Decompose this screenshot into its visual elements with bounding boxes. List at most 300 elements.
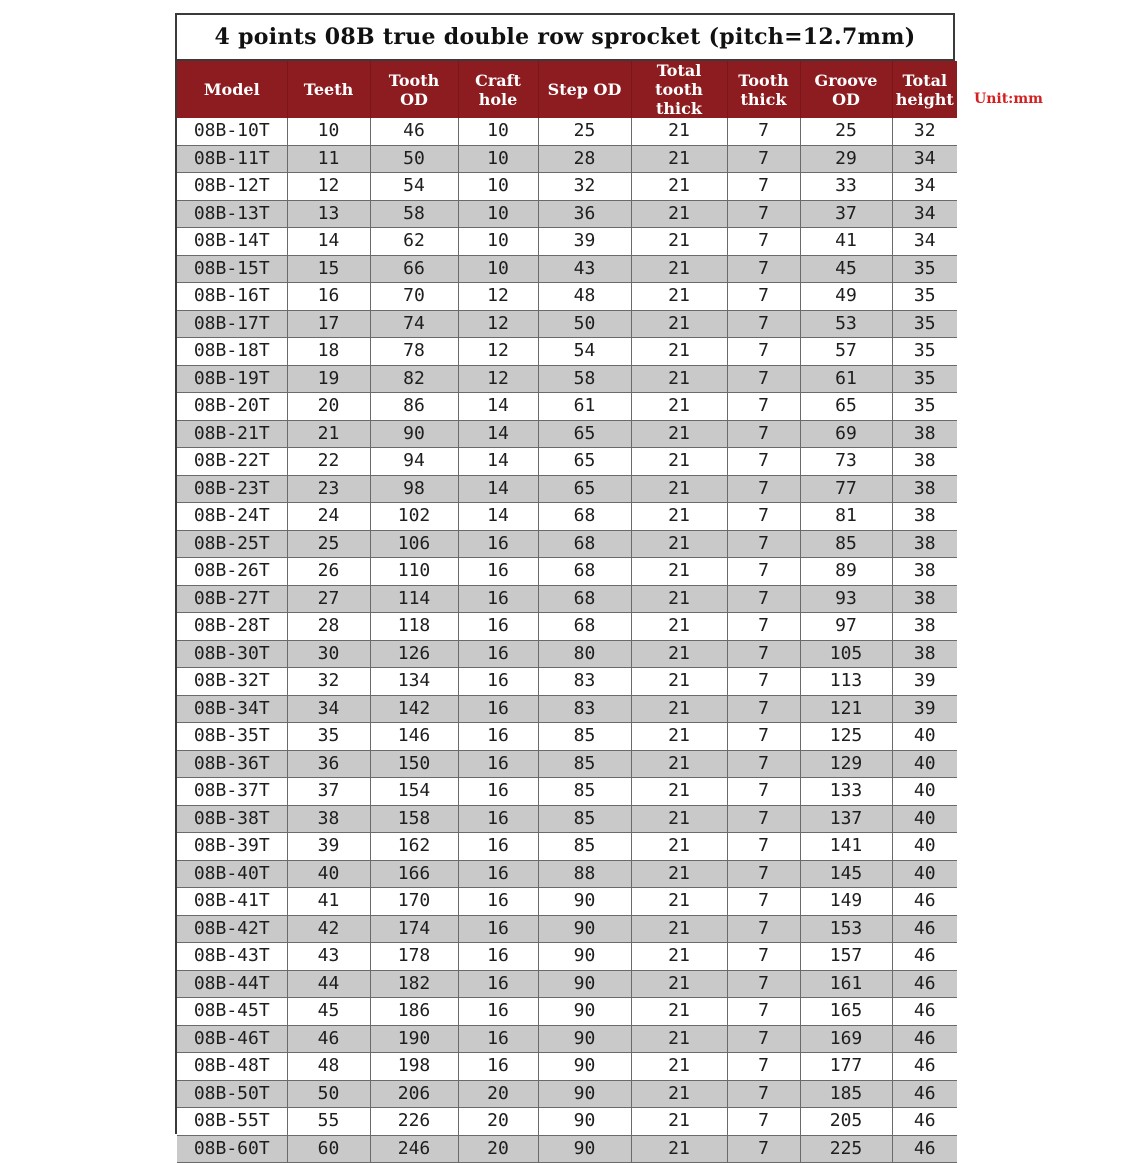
table-cell: 21 xyxy=(287,420,370,448)
table-cell: 21 xyxy=(631,1108,727,1136)
table-cell: 21 xyxy=(631,530,727,558)
table-cell: 7 xyxy=(727,393,800,421)
table-row xyxy=(177,695,957,723)
table-cell: 90 xyxy=(538,888,631,916)
table-cell: 21 xyxy=(631,448,727,476)
table-cell: 7 xyxy=(727,173,800,201)
table-cell: 141 xyxy=(800,833,892,861)
table-cell: 38 xyxy=(892,530,957,558)
table-cell: 7 xyxy=(727,1108,800,1136)
table-cell: 08B-44T xyxy=(177,970,287,998)
header-row xyxy=(177,61,957,118)
table-row xyxy=(177,338,957,366)
table-cell: 90 xyxy=(538,1080,631,1108)
table-cell: 40 xyxy=(892,750,957,778)
table-cell: 121 xyxy=(800,695,892,723)
table-row xyxy=(177,475,957,503)
table-cell: 08B-43T xyxy=(177,943,287,971)
table-cell: 16 xyxy=(458,860,538,888)
table-cell: 26 xyxy=(287,558,370,586)
table-row xyxy=(177,310,957,338)
table-cell: 16 xyxy=(458,998,538,1026)
table-cell: 85 xyxy=(538,723,631,751)
table-cell: 21 xyxy=(631,970,727,998)
spec-table xyxy=(177,61,957,1163)
table-cell: 08B-18T xyxy=(177,338,287,366)
table-cell: 46 xyxy=(892,943,957,971)
table-cell: 21 xyxy=(631,255,727,283)
table-cell: 177 xyxy=(800,1053,892,1081)
table-cell: 182 xyxy=(370,970,458,998)
table-cell: 161 xyxy=(800,970,892,998)
table-cell: 7 xyxy=(727,585,800,613)
table-cell: 65 xyxy=(800,393,892,421)
table-cell: 40 xyxy=(892,778,957,806)
table-row xyxy=(177,1025,957,1053)
table-cell: 08B-38T xyxy=(177,805,287,833)
table-row xyxy=(177,448,957,476)
table-cell: 90 xyxy=(538,970,631,998)
table-cell: 129 xyxy=(800,750,892,778)
table-cell: 89 xyxy=(800,558,892,586)
table-title: 4 points 08B true double row sprocket (pitch=12.7mm) xyxy=(177,15,953,61)
table-cell: 86 xyxy=(370,393,458,421)
table-cell: 21 xyxy=(631,943,727,971)
table-cell: 83 xyxy=(538,695,631,723)
table-cell: 21 xyxy=(631,1025,727,1053)
table-cell: 80 xyxy=(538,640,631,668)
table-cell: 16 xyxy=(458,530,538,558)
table-cell: 21 xyxy=(631,805,727,833)
table-cell: 7 xyxy=(727,420,800,448)
table-cell: 68 xyxy=(538,530,631,558)
table-cell: 08B-34T xyxy=(177,695,287,723)
table-cell: 50 xyxy=(370,145,458,173)
table-cell: 10 xyxy=(458,145,538,173)
table-cell: 150 xyxy=(370,750,458,778)
table-cell: 205 xyxy=(800,1108,892,1136)
table-cell: 21 xyxy=(631,695,727,723)
table-cell: 21 xyxy=(631,778,727,806)
column-header: Model xyxy=(177,61,287,118)
table-cell: 23 xyxy=(287,475,370,503)
table-cell: 7 xyxy=(727,558,800,586)
table-cell: 16 xyxy=(458,805,538,833)
table-row xyxy=(177,750,957,778)
table-cell: 12 xyxy=(458,310,538,338)
table-cell: 16 xyxy=(458,888,538,916)
table-cell: 21 xyxy=(631,668,727,696)
table-cell: 35 xyxy=(892,393,957,421)
table-row xyxy=(177,1080,957,1108)
table-cell: 25 xyxy=(287,530,370,558)
table-cell: 21 xyxy=(631,860,727,888)
table-cell: 77 xyxy=(800,475,892,503)
table-cell: 16 xyxy=(458,750,538,778)
table-cell: 162 xyxy=(370,833,458,861)
table-cell: 170 xyxy=(370,888,458,916)
table-cell: 28 xyxy=(287,613,370,641)
table-cell: 08B-25T xyxy=(177,530,287,558)
table-cell: 22 xyxy=(287,448,370,476)
table-cell: 7 xyxy=(727,448,800,476)
table-cell: 40 xyxy=(892,860,957,888)
table-cell: 7 xyxy=(727,228,800,256)
table-cell: 08B-22T xyxy=(177,448,287,476)
table-row xyxy=(177,503,957,531)
table-row xyxy=(177,393,957,421)
table-cell: 7 xyxy=(727,970,800,998)
table-cell: 39 xyxy=(287,833,370,861)
table-row xyxy=(177,283,957,311)
table-cell: 45 xyxy=(800,255,892,283)
table-cell: 21 xyxy=(631,173,727,201)
table-cell: 41 xyxy=(800,228,892,256)
table-cell: 39 xyxy=(892,695,957,723)
table-row xyxy=(177,640,957,668)
table-cell: 35 xyxy=(892,338,957,366)
table-row xyxy=(177,228,957,256)
table-cell: 46 xyxy=(892,1135,957,1163)
table-cell: 27 xyxy=(287,585,370,613)
table-cell: 08B-40T xyxy=(177,860,287,888)
table-cell: 21 xyxy=(631,888,727,916)
table-cell: 14 xyxy=(458,475,538,503)
table-cell: 21 xyxy=(631,640,727,668)
table-row xyxy=(177,998,957,1026)
table-cell: 08B-45T xyxy=(177,998,287,1026)
table-row xyxy=(177,530,957,558)
table-cell: 50 xyxy=(287,1080,370,1108)
table-cell: 7 xyxy=(727,695,800,723)
table-cell: 10 xyxy=(458,173,538,201)
table-cell: 08B-42T xyxy=(177,915,287,943)
table-cell: 85 xyxy=(538,778,631,806)
table-cell: 08B-20T xyxy=(177,393,287,421)
table-cell: 08B-26T xyxy=(177,558,287,586)
table-cell: 21 xyxy=(631,558,727,586)
table-cell: 10 xyxy=(458,255,538,283)
table-cell: 08B-24T xyxy=(177,503,287,531)
table-cell: 48 xyxy=(287,1053,370,1081)
table-cell: 7 xyxy=(727,365,800,393)
table-cell: 21 xyxy=(631,338,727,366)
table-cell: 16 xyxy=(458,778,538,806)
table-cell: 14 xyxy=(458,420,538,448)
table-cell: 12 xyxy=(458,283,538,311)
table-cell: 10 xyxy=(458,200,538,228)
table-cell: 08B-60T xyxy=(177,1135,287,1163)
table-cell: 82 xyxy=(370,365,458,393)
table-cell: 94 xyxy=(370,448,458,476)
table-cell: 20 xyxy=(458,1108,538,1136)
table-cell: 106 xyxy=(370,530,458,558)
table-cell: 69 xyxy=(800,420,892,448)
table-cell: 174 xyxy=(370,915,458,943)
table-cell: 206 xyxy=(370,1080,458,1108)
table-row xyxy=(177,420,957,448)
table-cell: 43 xyxy=(538,255,631,283)
table-cell: 46 xyxy=(287,1025,370,1053)
table-cell: 21 xyxy=(631,200,727,228)
table-cell: 17 xyxy=(287,310,370,338)
column-header: Tooth OD xyxy=(370,61,458,118)
table-cell: 38 xyxy=(892,640,957,668)
table-cell: 90 xyxy=(538,1108,631,1136)
table-cell: 28 xyxy=(538,145,631,173)
table-cell: 39 xyxy=(538,228,631,256)
table-cell: 21 xyxy=(631,585,727,613)
column-header: Groove OD xyxy=(800,61,892,118)
table-cell: 11 xyxy=(287,145,370,173)
table-cell: 78 xyxy=(370,338,458,366)
table-cell: 21 xyxy=(631,118,727,145)
table-row xyxy=(177,200,957,228)
table-cell: 21 xyxy=(631,1080,727,1108)
table-cell: 21 xyxy=(631,393,727,421)
table-row xyxy=(177,118,957,145)
table-cell: 7 xyxy=(727,778,800,806)
table-cell: 08B-36T xyxy=(177,750,287,778)
table-cell: 08B-21T xyxy=(177,420,287,448)
table-cell: 08B-39T xyxy=(177,833,287,861)
table-cell: 55 xyxy=(287,1108,370,1136)
table-cell: 32 xyxy=(538,173,631,201)
table-cell: 7 xyxy=(727,1135,800,1163)
table-cell: 7 xyxy=(727,613,800,641)
table-cell: 105 xyxy=(800,640,892,668)
table-cell: 38 xyxy=(892,585,957,613)
table-cell: 36 xyxy=(538,200,631,228)
table-cell: 08B-50T xyxy=(177,1080,287,1108)
table-cell: 40 xyxy=(892,723,957,751)
table-cell: 7 xyxy=(727,805,800,833)
table-cell: 46 xyxy=(892,970,957,998)
table-cell: 35 xyxy=(892,255,957,283)
table-cell: 10 xyxy=(458,118,538,145)
table-cell: 7 xyxy=(727,503,800,531)
table-cell: 157 xyxy=(800,943,892,971)
table-cell: 38 xyxy=(892,420,957,448)
table-cell: 08B-37T xyxy=(177,778,287,806)
table-cell: 35 xyxy=(892,283,957,311)
table-cell: 08B-11T xyxy=(177,145,287,173)
table-cell: 38 xyxy=(892,448,957,476)
table-cell: 16 xyxy=(458,585,538,613)
table-cell: 7 xyxy=(727,200,800,228)
table-cell: 88 xyxy=(538,860,631,888)
table-cell: 41 xyxy=(287,888,370,916)
table-cell: 7 xyxy=(727,283,800,311)
table-cell: 46 xyxy=(892,1025,957,1053)
table-cell: 21 xyxy=(631,310,727,338)
table-cell: 46 xyxy=(892,888,957,916)
table-cell: 85 xyxy=(538,833,631,861)
table-row xyxy=(177,778,957,806)
table-cell: 85 xyxy=(538,750,631,778)
table-cell: 113 xyxy=(800,668,892,696)
table-cell: 08B-16T xyxy=(177,283,287,311)
table-row xyxy=(177,668,957,696)
table-cell: 08B-28T xyxy=(177,613,287,641)
table-cell: 08B-55T xyxy=(177,1108,287,1136)
table-cell: 16 xyxy=(458,723,538,751)
table-cell: 7 xyxy=(727,915,800,943)
table-cell: 154 xyxy=(370,778,458,806)
unit-label: Unit:mm xyxy=(974,91,1043,107)
table-cell: 110 xyxy=(370,558,458,586)
table-cell: 36 xyxy=(287,750,370,778)
table-cell: 35 xyxy=(892,365,957,393)
table-cell: 38 xyxy=(892,475,957,503)
table-cell: 93 xyxy=(800,585,892,613)
table-cell: 21 xyxy=(631,145,727,173)
table-row xyxy=(177,1108,957,1136)
table-cell: 21 xyxy=(631,613,727,641)
table-cell: 7 xyxy=(727,640,800,668)
table-cell: 153 xyxy=(800,915,892,943)
table-cell: 7 xyxy=(727,1080,800,1108)
table-cell: 97 xyxy=(800,613,892,641)
table-cell: 90 xyxy=(538,1053,631,1081)
table-cell: 16 xyxy=(458,558,538,586)
table-cell: 34 xyxy=(892,228,957,256)
table-cell: 7 xyxy=(727,145,800,173)
table-cell: 166 xyxy=(370,860,458,888)
table-cell: 08B-10T xyxy=(177,118,287,145)
table-cell: 38 xyxy=(892,503,957,531)
table-cell: 178 xyxy=(370,943,458,971)
table-cell: 158 xyxy=(370,805,458,833)
table-cell: 7 xyxy=(727,723,800,751)
table-cell: 19 xyxy=(287,365,370,393)
table-cell: 34 xyxy=(892,200,957,228)
table-cell: 08B-41T xyxy=(177,888,287,916)
table-cell: 57 xyxy=(800,338,892,366)
table-cell: 16 xyxy=(458,668,538,696)
table-cell: 145 xyxy=(800,860,892,888)
table-cell: 25 xyxy=(800,118,892,145)
table-cell: 46 xyxy=(892,1053,957,1081)
table-row xyxy=(177,255,957,283)
table-cell: 7 xyxy=(727,118,800,145)
table-cell: 74 xyxy=(370,310,458,338)
table-row xyxy=(177,970,957,998)
table-cell: 49 xyxy=(800,283,892,311)
table-cell: 29 xyxy=(800,145,892,173)
table-cell: 7 xyxy=(727,1053,800,1081)
column-header: Step OD xyxy=(538,61,631,118)
table-cell: 58 xyxy=(538,365,631,393)
table-cell: 21 xyxy=(631,915,727,943)
table-header xyxy=(177,61,957,118)
table-cell: 61 xyxy=(538,393,631,421)
table-cell: 190 xyxy=(370,1025,458,1053)
table-cell: 16 xyxy=(458,1025,538,1053)
table-cell: 08B-19T xyxy=(177,365,287,393)
table-cell: 185 xyxy=(800,1080,892,1108)
table-cell: 10 xyxy=(287,118,370,145)
table-cell: 12 xyxy=(458,338,538,366)
table-row xyxy=(177,943,957,971)
table-cell: 7 xyxy=(727,750,800,778)
table-cell: 32 xyxy=(892,118,957,145)
table-cell: 48 xyxy=(538,283,631,311)
table-cell: 81 xyxy=(800,503,892,531)
table-cell: 08B-32T xyxy=(177,668,287,696)
table-cell: 16 xyxy=(458,1053,538,1081)
table-cell: 7 xyxy=(727,255,800,283)
table-row xyxy=(177,585,957,613)
table-cell: 169 xyxy=(800,1025,892,1053)
table-cell: 08B-13T xyxy=(177,200,287,228)
table-cell: 46 xyxy=(370,118,458,145)
table-cell: 126 xyxy=(370,640,458,668)
table-cell: 7 xyxy=(727,888,800,916)
table-cell: 21 xyxy=(631,365,727,393)
table-cell: 114 xyxy=(370,585,458,613)
table-cell: 08B-35T xyxy=(177,723,287,751)
table-cell: 16 xyxy=(458,695,538,723)
table-cell: 90 xyxy=(538,1135,631,1163)
table-cell: 32 xyxy=(287,668,370,696)
table-cell: 40 xyxy=(892,833,957,861)
table-cell: 08B-46T xyxy=(177,1025,287,1053)
table-cell: 225 xyxy=(800,1135,892,1163)
table-cell: 39 xyxy=(892,668,957,696)
table-cell: 18 xyxy=(287,338,370,366)
table-cell: 42 xyxy=(287,915,370,943)
table-cell: 24 xyxy=(287,503,370,531)
table-cell: 33 xyxy=(800,173,892,201)
table-cell: 21 xyxy=(631,1053,727,1081)
table-cell: 16 xyxy=(458,640,538,668)
table-cell: 54 xyxy=(370,173,458,201)
table-cell: 08B-30T xyxy=(177,640,287,668)
table-cell: 21 xyxy=(631,475,727,503)
table-cell: 90 xyxy=(538,1025,631,1053)
table-cell: 20 xyxy=(287,393,370,421)
table-cell: 35 xyxy=(287,723,370,751)
table-cell: 16 xyxy=(287,283,370,311)
table-cell: 142 xyxy=(370,695,458,723)
table-cell: 21 xyxy=(631,1135,727,1163)
table-cell: 83 xyxy=(538,668,631,696)
table-cell: 40 xyxy=(287,860,370,888)
table-row xyxy=(177,915,957,943)
table-cell: 38 xyxy=(892,558,957,586)
table-cell: 149 xyxy=(800,888,892,916)
table-cell: 70 xyxy=(370,283,458,311)
table-cell: 146 xyxy=(370,723,458,751)
table-cell: 73 xyxy=(800,448,892,476)
table-row xyxy=(177,365,957,393)
table-body xyxy=(177,118,957,1163)
table-cell: 12 xyxy=(287,173,370,201)
column-header: Tooth thick xyxy=(727,61,800,118)
table-cell: 08B-15T xyxy=(177,255,287,283)
table-cell: 16 xyxy=(458,943,538,971)
table-cell: 21 xyxy=(631,833,727,861)
table-cell: 21 xyxy=(631,420,727,448)
table-cell: 20 xyxy=(458,1080,538,1108)
table-cell: 7 xyxy=(727,943,800,971)
table-cell: 90 xyxy=(370,420,458,448)
table-cell: 90 xyxy=(538,998,631,1026)
table-row xyxy=(177,1053,957,1081)
table-cell: 43 xyxy=(287,943,370,971)
spec-table-container xyxy=(175,13,955,1159)
